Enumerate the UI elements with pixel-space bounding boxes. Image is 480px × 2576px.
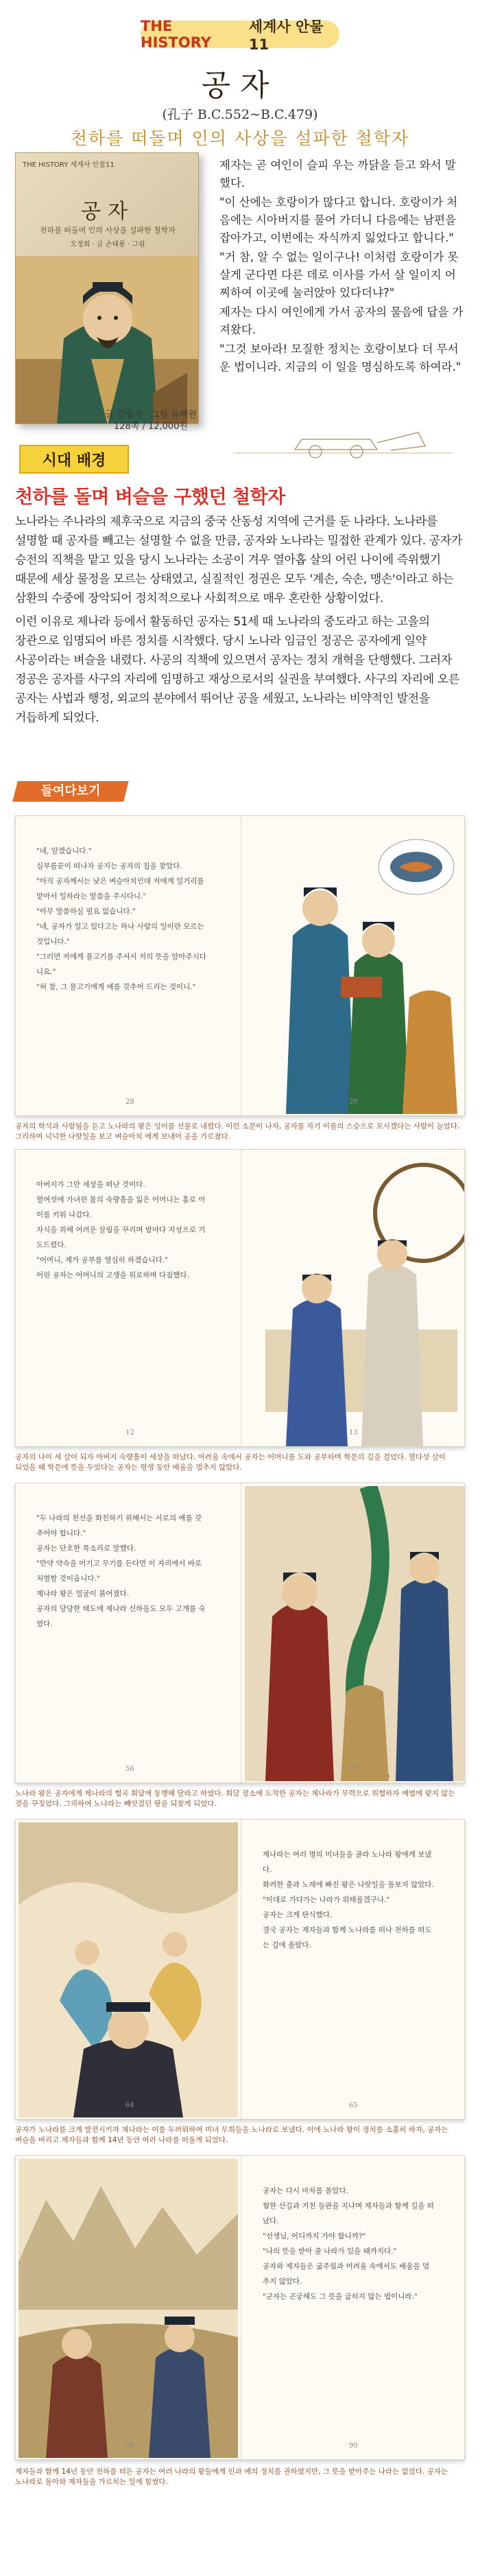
page-number: 28	[125, 1098, 134, 1106]
carriage-sketch-icon	[219, 412, 466, 460]
book-spread-4	[15, 1819, 465, 2120]
quote-paragraph: 제자는 곧 여인이 슬피 우는 까닭을 듣고 와서 말했다.	[219, 159, 456, 189]
spread-caption: 제자들과 함께 14년 동안 천하를 떠돈 공자는 여러 나라의 왕들에게 인과 예의 정치를 권하였지만, 그 뜻을 받아주는 나라는 없었다. 공자는 노나라로 돌아와 제자들을 가르치는 일에 힘썼다.	[15, 2468, 448, 2486]
page-number: 13	[349, 1429, 358, 1437]
page-number: 29	[349, 1098, 358, 1106]
series-badge	[141, 18, 339, 53]
series-name-ko: 세계사 안물11	[248, 19, 324, 53]
page-number: 64	[125, 2102, 134, 2109]
spread-caption: 공자의 나이 세 살이 되자 아버지 숙량흘이 세상을 떠났다. 어려움 속에서 공자는 어머니를 도와 공부하며 학문의 길을 걸었다. 열다섯 살이 되었을 때 학문에 뜻을 두었다는 공자는 평생 동안 배움을 멈추지 않았다.	[15, 1453, 446, 1472]
cover-subtitle: 천하를 떠돌며 인의 사상을 설파한 철학자	[39, 226, 176, 235]
preview-tag	[15, 777, 126, 804]
page-number: 57	[349, 1765, 358, 1773]
book-cover	[15, 152, 199, 424]
section-tag: 시대 배경	[19, 445, 129, 474]
spread-text: 아버지가 그만 세상을 떠난 것이다. 열여섯에 가녀린 몸의 숙량흘을 잃은 어머니는 홀로 아이를 키워 나갔다. 자식을 위해 어려운 살림을 꾸리며 밤마다 지성으로 기도드렸다. "어머니, 제가 공부를 열심히 하겠습니다." 어린 공자는 어머니의 고생을 위로하며 다짐했다.	[36, 1181, 206, 1279]
book-credits: 글 김영자 · 그림 유백원	[105, 410, 197, 420]
quote-paragraph: 제자는 다시 여인에게 가서 공자의 물음에 답을 가져왔다.	[219, 305, 464, 336]
page-number: 12	[125, 1429, 134, 1437]
book-spread-5	[15, 2155, 465, 2460]
spread-illustration	[19, 2159, 238, 2458]
book-spread-3	[15, 1483, 465, 1783]
quote-paragraph: "그것 보아라! 모질한 정치는 호랑이보다 더 무서운 법이니라. 지금의 이 일을 명심하도록 하여라."	[219, 343, 461, 373]
excerpt-quote	[219, 156, 466, 378]
page-number: 99	[349, 2442, 358, 2450]
cover-illustration	[16, 256, 199, 424]
body-paragraph: 노나라는 주나라의 제후국으로 지금의 중국 산동성 지역에 근거를 둔 나라다. 노나라를 설명할 때 공자를 빼고는 설명할 수 없을 만큼, 공자와 노나라는 밀접한 관계가 있다. 공자가 승전의 직책을 맡고 있을 당시 노나라는 소공이 겨우 열아홉 살의 어린 나이에 즉위했기 때문에 세상 물정을 모르는 상태였고, 실질적인 정권은 모두 '계손, 숙손, 맹손'이라고 하는 삼환의 수중에 장악되어 정치적으로나 사회적으로 매우 혼란한 상황이었다.	[15, 515, 462, 605]
preview-tag-label: 들여다보기	[40, 784, 101, 798]
book-subtitle: 천하를 떠돌며 인의 사상을 설파한 철학자	[70, 128, 410, 148]
section-headline: 천하를 돌며 벼슬을 구했던 철학자	[15, 487, 285, 508]
page-number: 56	[125, 1765, 134, 1773]
body-paragraph: 이런 이유로 제나라 등에서 활동하던 공자는 51세 때 노나라의 중도라고 하는 고을의 장관으로 임명되어 바른 정치를 시작했다. 당시 노나라 임금인 정공은 공자에게 일약 사공이라는 벼슬을 내렸다. 사공의 직책에 있으면서 공자는 정치 개혁을 단행했다. 그러자 정공은 공자를 사구의 자리에 임명하고 재상으로서의 실권을 부여했다. 사구의 자리에 오른 공자는 사법과 행정, 외교의 분야에서 뛰어난 공을 세웠고, 노나라는 비약적인 발전을 거듭하게 되었다.	[15, 615, 459, 725]
spread-illustration	[19, 1822, 238, 2117]
page-number: 65	[349, 2102, 358, 2109]
spread-text: "네, 알겠습니다." 심부름꾼이 떠나자 공지는 공자의 집을 찾았다. "아직 공자께서는 낮은 벼슬아치인데 저에게 일거리를 맡아서 일하라는 말씀을 주시다니." "아무 말씀하실 필요 없습니다." "네, 공자가 일고 있다고는 하나 사람의 일이란 모르는 것입니다." "그러면 저에게 물고기를 주셔서 저의 뜻을 알아주시다니요." "허 참, 그 물고기에게 예를 갖추어 드리는 것이니."	[36, 847, 207, 991]
book-spread-1	[15, 815, 465, 1116]
spread-illustration	[245, 1486, 464, 1781]
cover-author: 오정희 · 글 손태룡 · 그림	[70, 241, 145, 248]
series-name-en: THE HISTORY	[141, 18, 211, 51]
spread-illustration	[245, 819, 464, 1114]
quote-paragraph: "거 참, 알 수 없는 일이구나! 이처럼 호랑이가 못살게 군다면 다른 데로 이사를 가서 살 일이지 어찌하여 이곳에 눌러앉아 있다더냐?"	[219, 251, 459, 299]
spread-illustration	[245, 1151, 464, 1446]
book-specs: 128쪽 / 12,000원	[113, 421, 189, 432]
cover-series: THE HISTORY 세계사 안물11	[23, 161, 115, 169]
page-number: 98	[125, 2442, 134, 2450]
quote-paragraph: "이 산에는 호랑이가 많다고 합니다. 호랑이가 처음에는 시아버지를 물어 가더니 다음에는 남편을 잡아가고, 이번에는 자식까지 잃었다고 합니다."	[219, 196, 458, 244]
spread-caption: 공자의 학식과 사람됨을 듣고 노나라의 왕은 잉어를 선물로 내렸다. 이런 소문이 나자, 공자를 자기 이름의 스승으로 모시겠다는 사람이 늘었다. 그리하여 넉넉한 나랏일을 보고 벼슬아치 에게 보내어 공을 가르쳤다.	[15, 1122, 460, 1141]
spread-text: 공자는 다시 마차를 몰았다. 험한 산길과 거친 들판을 지나며 제자들과 함께 길을 떠났다. "선생님, 어디까지 가야 합니까?" "나의 뜻을 받아 줄 나라가 있을 때까지다." 공자와 제자들은 굶주림과 어려움 속에서도 배움을 멈추지 않았다. "군자는 곤궁해도 그 뜻을 굽히지 않는 법이니라."	[263, 2187, 434, 2301]
book-spread-2	[15, 1149, 465, 1447]
cover-title: 공자	[81, 200, 134, 224]
spread-caption: 노나라 왕은 공자에게 제나라의 협곡 회담에 동행해 달라고 하였다. 회담 장소에 도착한 공자는 제나라가 무력으로 위협하자 예법에 맞지 않는 것을 꾸짖었다. 그리하여 노나라는 빼앗겼던 땅을 되찾게 되었다.	[15, 1789, 455, 1808]
book-title: 공자	[201, 68, 279, 103]
book-info	[89, 409, 213, 432]
spread-caption: 공자가 노나라를 크게 발전시키자 제나라는 이를 두려워하여 미녀 무희들을 노나라로 보냈다. 이에 노나라 왕이 정치를 소홀히 하자, 공자는 벼슬을 버리고 제자들과 함께 14년 동안 여러 나라를 떠돌게 되었다.	[15, 2126, 448, 2144]
spread-text: "두 나라의 천선을 화친하기 위해서는 서로의 예를 갖추어야 합니다." 공자는 단호한 목소리로 말했다. "만약 약속을 어기고 무기를 든다면 이 자리에서 바로 처벌할 것이옵니다." 제나라 왕은 얼굴이 붉어졌다. 공자의 당당한 태도에 제나라 신하들도 모두 고개를 숙였다.	[36, 1514, 206, 1628]
book-years: (孔子 B.C.552~B.C.479)	[162, 107, 318, 122]
section-body	[15, 512, 468, 732]
spread-text: 제나라는 여러 명의 미녀들을 골라 노나라 왕에게 보냈다. 화려한 춤과 노래에 빠진 왕은 나랏일을 돌보지 않았다. "이대로 가다가는 나라가 위태롭겠구나." 공자는 크게 탄식했다. 결국 공자는 제자들과 함께 노나라를 떠나 천하를 떠도는 길에 올랐다.	[263, 1850, 434, 1949]
